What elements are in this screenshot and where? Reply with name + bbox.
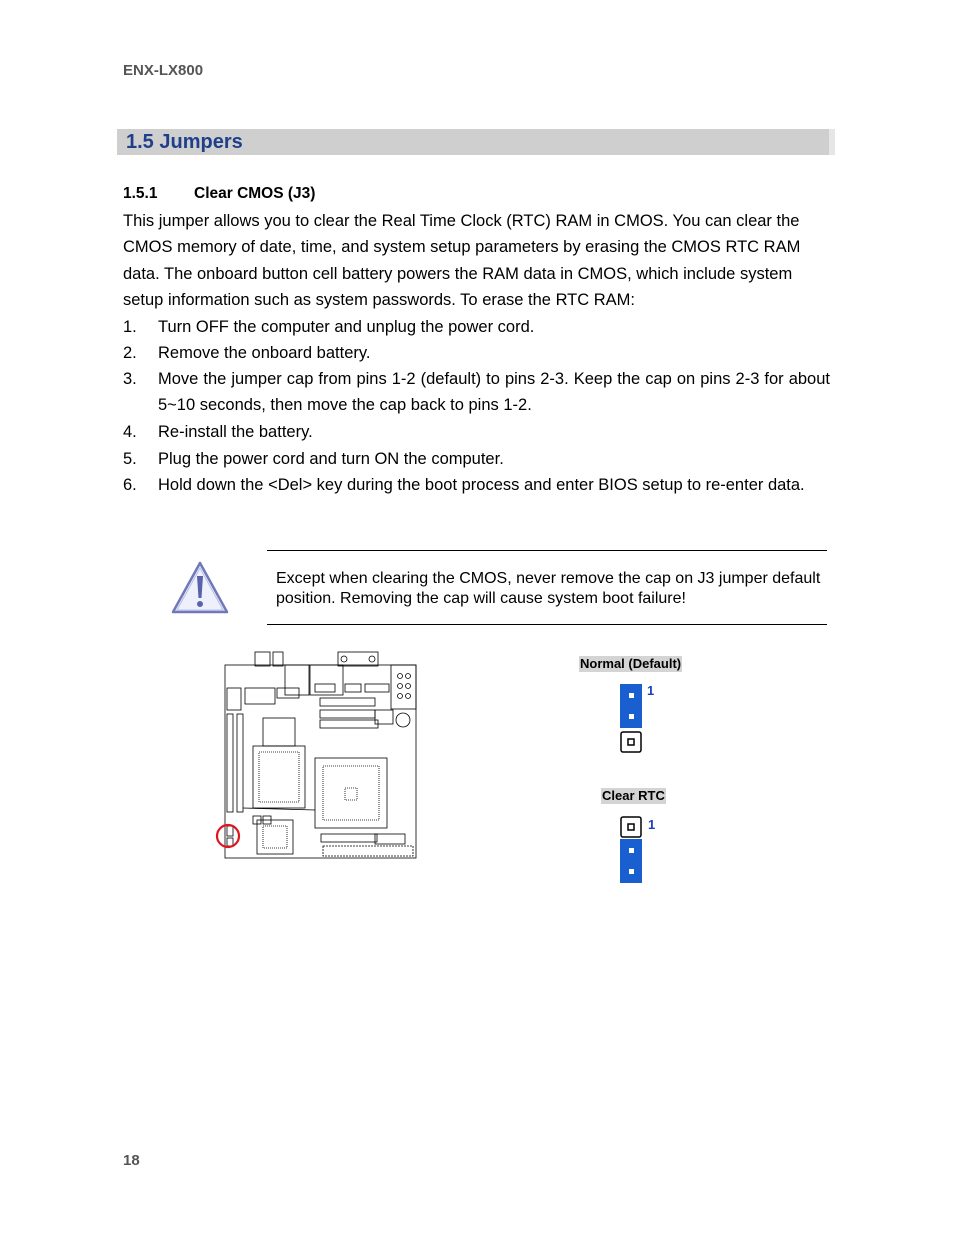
- step-item: [123, 472, 830, 498]
- step-number: 4.: [123, 423, 137, 441]
- step-text: Re-install the battery.: [158, 423, 313, 441]
- note-bottom-rule: [267, 624, 827, 625]
- step-number: 3.: [123, 370, 137, 388]
- subsection-title: Clear CMOS (J3): [194, 185, 316, 202]
- step-item: [123, 419, 830, 445]
- step-number: 5.: [123, 450, 137, 468]
- step-item: [123, 366, 830, 419]
- step-text: Move the jumper cap from pins 1-2 (default) to pins 2-3. Keep the cap on pins 2-3 for about 5~10 seconds, then move the cap back to pins 1-2.: [158, 370, 830, 415]
- jumper-cap-pins-1-2: [620, 684, 642, 728]
- step-text: Plug the power cord and turn ON the computer.: [158, 450, 504, 468]
- section-bar-edge: [829, 129, 835, 155]
- step-text: Remove the onboard battery.: [158, 344, 371, 362]
- pin-1: [629, 693, 634, 698]
- page-number: 18: [123, 1152, 140, 1169]
- step-number: 6.: [123, 476, 137, 494]
- document-header: ENX-LX800: [123, 62, 204, 79]
- jumper-clear-diagram: [618, 815, 648, 887]
- step-text: Hold down the <Del> key during the boot process and enter BIOS setup to re-enter data.: [158, 476, 805, 494]
- motherboard-layout-diagram: [215, 648, 420, 868]
- pin-1-open: [621, 817, 641, 837]
- section-title: 1.5 Jumpers: [126, 131, 243, 153]
- pin-2: [629, 714, 634, 719]
- note-top-rule: [267, 550, 827, 551]
- jumper-normal-diagram: [618, 683, 648, 755]
- step-number: 1.: [123, 318, 137, 336]
- normal-default-label: Normal (Default): [580, 656, 682, 671]
- step-item: [123, 446, 830, 472]
- pin1-marker: 1: [647, 683, 655, 698]
- note-text: Except when clearing the CMOS, never remove the cap on J3 jumper default position. Removing the cap will cause system boot failure!: [276, 570, 821, 607]
- intro-paragraph: This jumper allows you to clear the Real Time Clock (RTC) RAM in CMOS. You can clear the CMOS memory of date, time, and system setup parameters by erasing the CMOS RTC RAM data. The onboard button cell battery powers the RAM data in CMOS, which include system setup information such as system passwords. To erase the RTC RAM:: [123, 212, 801, 309]
- pin1-marker: 1: [648, 817, 656, 832]
- subsection-number: 1.5.1: [123, 185, 158, 202]
- warning-icon: [170, 560, 230, 621]
- step-item: [123, 314, 830, 340]
- step-number: 2.: [123, 344, 137, 362]
- pin-2: [629, 848, 634, 853]
- clear-rtc-label: Clear RTC: [602, 788, 665, 803]
- jumper-cap-pins-2-3: [620, 839, 642, 883]
- pin-3-open: [621, 732, 641, 752]
- step-text: Turn OFF the computer and unplug the power cord.: [158, 318, 535, 336]
- section-heading-bar: [117, 129, 835, 155]
- step-item: [123, 340, 830, 366]
- pin-3: [629, 869, 634, 874]
